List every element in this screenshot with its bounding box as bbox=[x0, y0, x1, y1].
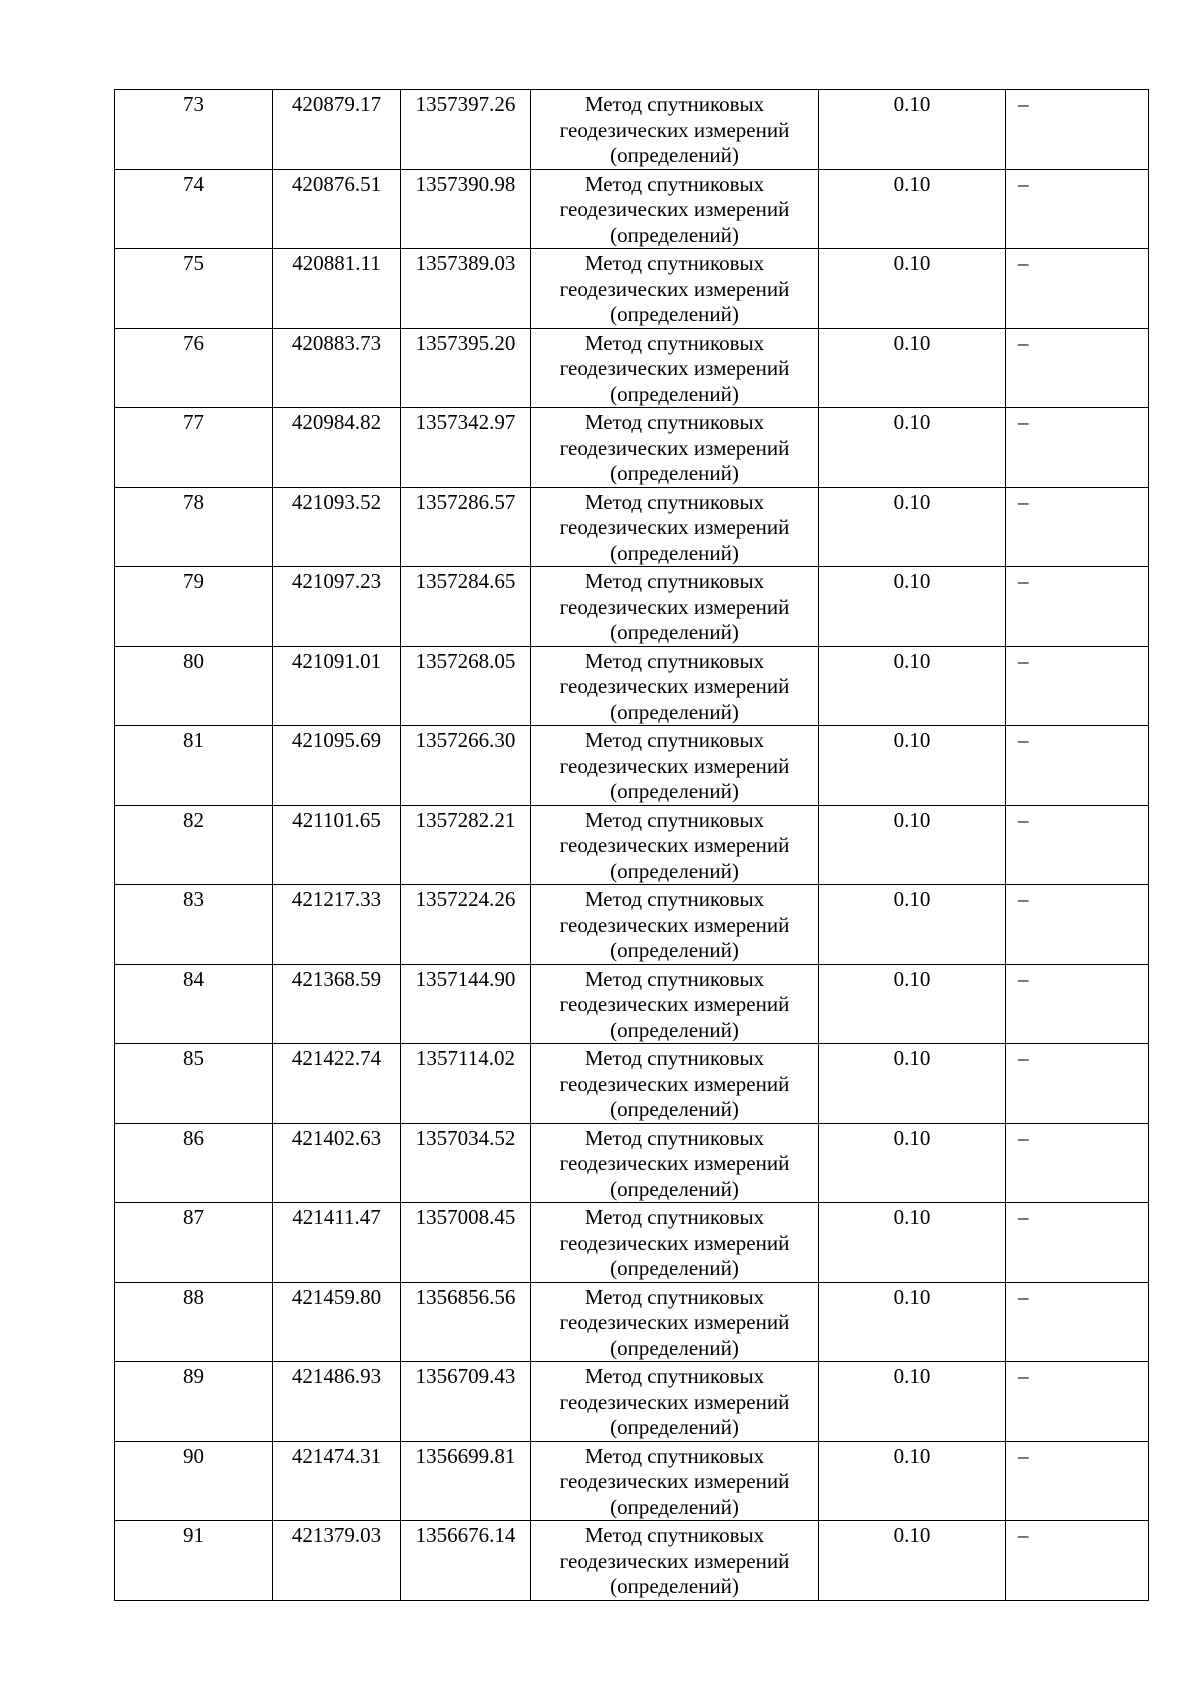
coordinate-y-cell: 1356709.43 bbox=[401, 1362, 531, 1442]
coordinate-y-cell: 1357144.90 bbox=[401, 964, 531, 1044]
table-row bbox=[115, 487, 1149, 567]
method-cell: Метод спутниковых геодезических измерений (определений) bbox=[531, 964, 819, 1044]
coordinate-y-cell: 1357397.26 bbox=[401, 90, 531, 170]
coordinate-x-cell: 421422.74 bbox=[273, 1044, 401, 1124]
coordinate-y-cell: 1357390.98 bbox=[401, 169, 531, 249]
method-cell: Метод спутниковых геодезических измерений (определений) bbox=[531, 328, 819, 408]
method-cell: Метод спутниковых геодезических измерений (определений) bbox=[531, 1362, 819, 1442]
coordinate-y-cell: 1357389.03 bbox=[401, 249, 531, 329]
accuracy-cell: 0.10 bbox=[819, 885, 1006, 965]
note-cell: – bbox=[1006, 567, 1149, 647]
coordinate-x-cell: 421217.33 bbox=[273, 885, 401, 965]
point-number-cell: 78 bbox=[115, 487, 273, 567]
method-cell: Метод спутниковых геодезических измерений (определений) bbox=[531, 1044, 819, 1124]
coordinate-y-cell: 1356699.81 bbox=[401, 1441, 531, 1521]
note-cell: – bbox=[1006, 328, 1149, 408]
note-cell: – bbox=[1006, 1282, 1149, 1362]
note-cell: – bbox=[1006, 1123, 1149, 1203]
table-row bbox=[115, 1044, 1149, 1124]
coordinate-y-cell: 1357266.30 bbox=[401, 726, 531, 806]
point-number-cell: 83 bbox=[115, 885, 273, 965]
table-row bbox=[115, 726, 1149, 806]
note-cell: – bbox=[1006, 1441, 1149, 1521]
accuracy-cell: 0.10 bbox=[819, 328, 1006, 408]
coordinate-x-cell: 421097.23 bbox=[273, 567, 401, 647]
method-cell: Метод спутниковых геодезических измерений (определений) bbox=[531, 169, 819, 249]
method-cell: Метод спутниковых геодезических измерений (определений) bbox=[531, 90, 819, 170]
table-row bbox=[115, 1362, 1149, 1442]
coordinate-x-cell: 420876.51 bbox=[273, 169, 401, 249]
method-cell: Метод спутниковых геодезических измерений (определений) bbox=[531, 885, 819, 965]
table-row bbox=[115, 646, 1149, 726]
coordinate-y-cell: 1357284.65 bbox=[401, 567, 531, 647]
note-cell: – bbox=[1006, 726, 1149, 806]
point-number-cell: 76 bbox=[115, 328, 273, 408]
note-cell: – bbox=[1006, 1521, 1149, 1601]
table-row bbox=[115, 1282, 1149, 1362]
accuracy-cell: 0.10 bbox=[819, 646, 1006, 726]
method-cell: Метод спутниковых геодезических измерений (определений) bbox=[531, 1282, 819, 1362]
method-cell: Метод спутниковых геодезических измерений (определений) bbox=[531, 1203, 819, 1283]
coordinate-y-cell: 1357282.21 bbox=[401, 805, 531, 885]
point-number-cell: 81 bbox=[115, 726, 273, 806]
note-cell: – bbox=[1006, 90, 1149, 170]
accuracy-cell: 0.10 bbox=[819, 805, 1006, 885]
coordinate-y-cell: 1357224.26 bbox=[401, 885, 531, 965]
table-row bbox=[115, 1203, 1149, 1283]
note-cell: – bbox=[1006, 1362, 1149, 1442]
accuracy-cell: 0.10 bbox=[819, 169, 1006, 249]
note-cell: – bbox=[1006, 169, 1149, 249]
note-cell: – bbox=[1006, 1044, 1149, 1124]
table-row bbox=[115, 1441, 1149, 1521]
note-cell: – bbox=[1006, 885, 1149, 965]
point-number-cell: 79 bbox=[115, 567, 273, 647]
accuracy-cell: 0.10 bbox=[819, 1441, 1006, 1521]
point-number-cell: 75 bbox=[115, 249, 273, 329]
table-row bbox=[115, 249, 1149, 329]
accuracy-cell: 0.10 bbox=[819, 1123, 1006, 1203]
coordinate-x-cell: 420883.73 bbox=[273, 328, 401, 408]
method-cell: Метод спутниковых геодезических измерений (определений) bbox=[531, 1441, 819, 1521]
coordinate-y-cell: 1357008.45 bbox=[401, 1203, 531, 1283]
coordinate-y-cell: 1357395.20 bbox=[401, 328, 531, 408]
coordinates-table-body bbox=[115, 90, 1149, 1601]
point-number-cell: 77 bbox=[115, 408, 273, 488]
coordinate-x-cell: 421101.65 bbox=[273, 805, 401, 885]
point-number-cell: 91 bbox=[115, 1521, 273, 1601]
point-number-cell: 74 bbox=[115, 169, 273, 249]
point-number-cell: 85 bbox=[115, 1044, 273, 1124]
table-row bbox=[115, 169, 1149, 249]
accuracy-cell: 0.10 bbox=[819, 1362, 1006, 1442]
coordinate-x-cell: 421474.31 bbox=[273, 1441, 401, 1521]
point-number-cell: 80 bbox=[115, 646, 273, 726]
coordinate-x-cell: 421368.59 bbox=[273, 964, 401, 1044]
point-number-cell: 82 bbox=[115, 805, 273, 885]
method-cell: Метод спутниковых геодезических измерений (определений) bbox=[531, 805, 819, 885]
method-cell: Метод спутниковых геодезических измерений (определений) bbox=[531, 567, 819, 647]
method-cell: Метод спутниковых геодезических измерений (определений) bbox=[531, 726, 819, 806]
note-cell: – bbox=[1006, 964, 1149, 1044]
point-number-cell: 84 bbox=[115, 964, 273, 1044]
table-row bbox=[115, 90, 1149, 170]
point-number-cell: 86 bbox=[115, 1123, 273, 1203]
note-cell: – bbox=[1006, 805, 1149, 885]
point-number-cell: 88 bbox=[115, 1282, 273, 1362]
coordinate-x-cell: 421093.52 bbox=[273, 487, 401, 567]
accuracy-cell: 0.10 bbox=[819, 964, 1006, 1044]
accuracy-cell: 0.10 bbox=[819, 249, 1006, 329]
coordinate-y-cell: 1357342.97 bbox=[401, 408, 531, 488]
table-row bbox=[115, 408, 1149, 488]
table-row bbox=[115, 328, 1149, 408]
coordinate-y-cell: 1357114.02 bbox=[401, 1044, 531, 1124]
coordinate-x-cell: 421379.03 bbox=[273, 1521, 401, 1601]
coordinate-x-cell: 421459.80 bbox=[273, 1282, 401, 1362]
accuracy-cell: 0.10 bbox=[819, 726, 1006, 806]
coordinate-x-cell: 420984.82 bbox=[273, 408, 401, 488]
point-number-cell: 87 bbox=[115, 1203, 273, 1283]
accuracy-cell: 0.10 bbox=[819, 1044, 1006, 1124]
point-number-cell: 73 bbox=[115, 90, 273, 170]
accuracy-cell: 0.10 bbox=[819, 90, 1006, 170]
point-number-cell: 89 bbox=[115, 1362, 273, 1442]
note-cell: – bbox=[1006, 249, 1149, 329]
table-row bbox=[115, 1521, 1149, 1601]
table-row bbox=[115, 1123, 1149, 1203]
coordinate-x-cell: 420879.17 bbox=[273, 90, 401, 170]
note-cell: – bbox=[1006, 408, 1149, 488]
note-cell: – bbox=[1006, 1203, 1149, 1283]
table-row bbox=[115, 964, 1149, 1044]
method-cell: Метод спутниковых геодезических измерений (определений) bbox=[531, 1123, 819, 1203]
note-cell: – bbox=[1006, 646, 1149, 726]
method-cell: Метод спутниковых геодезических измерений (определений) bbox=[531, 408, 819, 488]
table-row bbox=[115, 805, 1149, 885]
method-cell: Метод спутниковых геодезических измерений (определений) bbox=[531, 646, 819, 726]
coordinates-table bbox=[114, 89, 1149, 1601]
accuracy-cell: 0.10 bbox=[819, 567, 1006, 647]
table-row bbox=[115, 567, 1149, 647]
coordinate-y-cell: 1357286.57 bbox=[401, 487, 531, 567]
accuracy-cell: 0.10 bbox=[819, 1282, 1006, 1362]
point-number-cell: 90 bbox=[115, 1441, 273, 1521]
coordinate-x-cell: 421402.63 bbox=[273, 1123, 401, 1203]
coordinate-y-cell: 1356676.14 bbox=[401, 1521, 531, 1601]
accuracy-cell: 0.10 bbox=[819, 1521, 1006, 1601]
method-cell: Метод спутниковых геодезических измерений (определений) bbox=[531, 249, 819, 329]
table-row bbox=[115, 885, 1149, 965]
coordinate-y-cell: 1357268.05 bbox=[401, 646, 531, 726]
coordinate-x-cell: 421091.01 bbox=[273, 646, 401, 726]
coordinate-x-cell: 421486.93 bbox=[273, 1362, 401, 1442]
accuracy-cell: 0.10 bbox=[819, 487, 1006, 567]
coordinate-y-cell: 1356856.56 bbox=[401, 1282, 531, 1362]
method-cell: Метод спутниковых геодезических измерений (определений) bbox=[531, 487, 819, 567]
coordinate-x-cell: 421095.69 bbox=[273, 726, 401, 806]
method-cell: Метод спутниковых геодезических измерений (определений) bbox=[531, 1521, 819, 1601]
coordinate-x-cell: 420881.11 bbox=[273, 249, 401, 329]
coordinate-y-cell: 1357034.52 bbox=[401, 1123, 531, 1203]
accuracy-cell: 0.10 bbox=[819, 408, 1006, 488]
note-cell: – bbox=[1006, 487, 1149, 567]
coordinate-x-cell: 421411.47 bbox=[273, 1203, 401, 1283]
accuracy-cell: 0.10 bbox=[819, 1203, 1006, 1283]
